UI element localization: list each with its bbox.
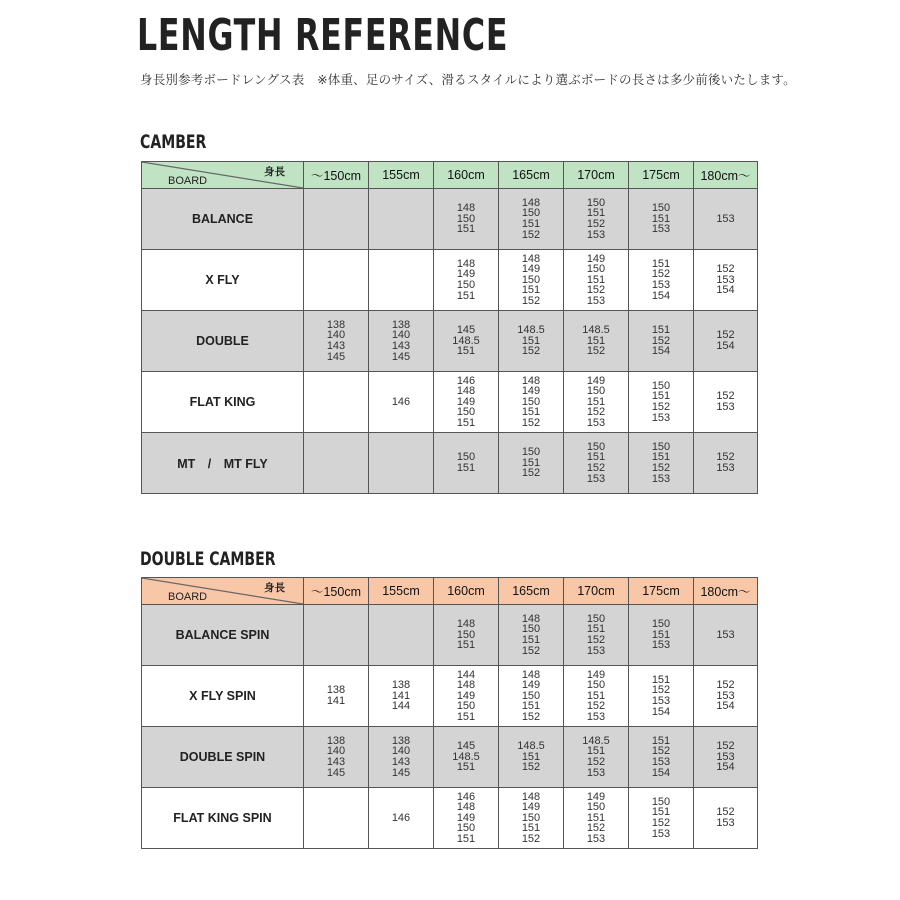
board-length-value: 153: [586, 472, 606, 485]
board-length-value: 150: [586, 440, 606, 453]
board-length-value: 149: [456, 689, 476, 702]
board-length-value: 152: [586, 406, 606, 419]
board-length-value: 151: [521, 456, 541, 469]
board-length-value: 151: [651, 390, 671, 403]
board-length-value: 153: [716, 212, 735, 225]
board-length-value: 148: [521, 668, 541, 681]
board-length-value: 151: [521, 284, 541, 297]
section-title-camber: CAMBER: [140, 131, 207, 153]
board-length-value: 138: [326, 734, 346, 747]
board-length-value: 148: [456, 202, 476, 215]
board-length-value: 138: [391, 318, 411, 331]
board-length-value: 150: [521, 273, 541, 286]
length-cell: [499, 666, 564, 727]
length-cell: [629, 433, 694, 494]
board-length-value: 154: [716, 340, 735, 352]
board-length-value: 151: [456, 223, 476, 236]
length-cell: [434, 666, 499, 727]
length-cell: [434, 788, 499, 849]
board-length-value: 151: [456, 710, 476, 723]
board-length-value: 148: [456, 257, 476, 270]
length-cell: [694, 666, 758, 727]
length-cell: [434, 727, 499, 788]
header-row: [142, 578, 758, 605]
board-length-value: 152: [716, 806, 735, 819]
height-column-header: 〜150cm: [304, 162, 369, 189]
board-length-value: 151: [586, 689, 606, 702]
board-length-value: 150: [456, 822, 476, 835]
board-length-value: 151: [521, 750, 541, 763]
board-length-value: 152: [521, 345, 541, 358]
board-length-value: 150: [456, 279, 476, 291]
board-length-value: 152: [586, 822, 606, 835]
length-cell: [304, 433, 369, 494]
length-cell: [369, 372, 434, 433]
board-length-value: 138: [326, 318, 346, 331]
board-length-value: 148.5: [452, 334, 480, 347]
board-length-value: 154: [651, 289, 671, 302]
board-length-value: 151: [521, 634, 541, 646]
board-length-value: 138: [391, 734, 411, 747]
length-cell: [434, 605, 499, 666]
length-cell: [694, 788, 758, 849]
height-column-header: 155cm: [369, 578, 434, 605]
board-length-value: 149: [456, 395, 476, 408]
board-length-value: 151: [521, 406, 541, 419]
board-length-value: 151: [456, 416, 476, 429]
length-cell: [629, 189, 694, 250]
board-length-value: 148.5: [582, 324, 610, 337]
board-length-value: 151: [651, 324, 671, 337]
board-length-value: 152: [586, 345, 606, 358]
board-length-value: 149: [521, 801, 541, 814]
board-model-name: DOUBLE: [142, 311, 304, 372]
board-length-value: 151: [456, 639, 476, 652]
board-length-value: 152: [651, 462, 671, 474]
length-cell: [369, 433, 434, 494]
length-cell: [564, 727, 629, 788]
board-length-value: 151: [651, 628, 671, 641]
length-cell: [564, 189, 629, 250]
board-length-value: 144: [391, 700, 411, 713]
board-row-double-spin: [142, 727, 758, 788]
board-length-value: 152: [651, 401, 671, 413]
board-length-value: 152: [521, 761, 541, 774]
board-length-value: 145: [456, 324, 476, 337]
board-length-value: 151: [456, 289, 476, 302]
length-cell: [304, 372, 369, 433]
board-length-value: 152: [521, 228, 541, 241]
length-cell: [434, 433, 499, 494]
height-column-header: 160cm: [434, 578, 499, 605]
board-length-value: 152: [586, 462, 606, 474]
board-length-value: 149: [586, 252, 606, 265]
board-length-value: 150: [521, 207, 541, 220]
board-length-value: 152: [716, 329, 735, 342]
board-length-value: 150: [521, 811, 541, 824]
board-length-value: 150: [651, 202, 671, 215]
board-length-value: 151: [651, 451, 671, 464]
board-length-value: 152: [716, 390, 735, 403]
board-length-value: 152: [586, 284, 606, 297]
board-length-value: 149: [456, 268, 476, 281]
length-cell: [499, 433, 564, 494]
length-cell: [564, 372, 629, 433]
length-cell: [304, 189, 369, 250]
board-length-value: 148: [521, 196, 541, 209]
board-length-value: 150: [586, 196, 606, 209]
board-length-value: 146: [391, 395, 411, 408]
board-length-value: 151: [456, 761, 476, 774]
board-row-x-fly: [142, 250, 758, 311]
length-cell: [694, 605, 758, 666]
length-cell: [629, 372, 694, 433]
length-cell: [694, 433, 758, 494]
height-column-header: 175cm: [629, 162, 694, 189]
board-row-mt-mt-fly: [142, 433, 758, 494]
board-length-value: 152: [521, 644, 541, 657]
board-length-value: 150: [456, 700, 476, 713]
board-length-value: 154: [651, 345, 671, 358]
board-length-value: 154: [716, 761, 735, 774]
board-length-value: 149: [521, 679, 541, 692]
board-length-value: 151: [586, 395, 606, 408]
board-length-value: 138: [391, 679, 411, 692]
board-label: BOARD: [168, 175, 208, 187]
length-cell: [564, 250, 629, 311]
board-length-value: 140: [326, 745, 346, 758]
length-cell: [694, 372, 758, 433]
board-length-value: 152: [521, 710, 541, 723]
height-label: 身長: [264, 166, 285, 178]
board-length-value: 150: [456, 406, 476, 419]
board-length-value: 148: [521, 612, 541, 625]
board-length-value: 152: [651, 684, 671, 697]
length-cell: [629, 666, 694, 727]
board-length-value: 152: [716, 740, 735, 753]
board-length-value: 149: [521, 263, 541, 276]
board-length-value: 149: [586, 374, 606, 387]
board-length-value: 149: [586, 790, 606, 803]
board-length-value: 146: [391, 811, 411, 824]
board-length-value: 140: [326, 329, 346, 342]
board-length-value: 143: [391, 340, 411, 352]
board-length-value: 153: [586, 294, 606, 307]
length-cell: [694, 727, 758, 788]
board-length-value: 150: [586, 801, 606, 814]
height-column-header: 155cm: [369, 162, 434, 189]
board-length-value: 150: [521, 623, 541, 636]
length-cell: [564, 788, 629, 849]
board-length-value: 151: [651, 212, 671, 225]
board-length-value: 153: [586, 832, 606, 845]
length-cell: [369, 311, 434, 372]
length-cell: [369, 250, 434, 311]
board-length-value: 152: [651, 334, 671, 347]
board-length-value: 154: [651, 766, 671, 779]
board-length-value: 152: [521, 832, 541, 845]
board-length-value: 145: [326, 766, 346, 779]
board-row-double: [142, 311, 758, 372]
board-length-value: 151: [586, 451, 606, 464]
board-length-value: 145: [326, 350, 346, 363]
board-length-value: 150: [586, 612, 606, 625]
board-length-value: 151: [586, 207, 606, 220]
board-length-value: 148.5: [517, 740, 545, 753]
board-model-name: MT / MT FLY: [142, 433, 304, 494]
board-length-value: 153: [586, 766, 606, 779]
corner-header-cell: [142, 578, 304, 605]
board-length-value: 152: [521, 294, 541, 307]
board-length-value: 151: [586, 745, 606, 758]
board-length-value: 148.5: [517, 324, 545, 337]
length-cell: [434, 372, 499, 433]
board-length-value: 151: [521, 218, 541, 230]
length-cell: [499, 727, 564, 788]
length-cell: [304, 666, 369, 727]
board-length-value: 151: [651, 673, 671, 686]
length-cell: [304, 250, 369, 311]
height-column-header: 160cm: [434, 162, 499, 189]
board-length-value: 148: [521, 374, 541, 387]
board-length-value: 150: [586, 385, 606, 398]
board-length-value: 150: [521, 446, 541, 459]
length-cell: [629, 727, 694, 788]
board-model-name: BALANCE: [142, 189, 304, 250]
height-column-header: 165cm: [499, 578, 564, 605]
board-length-value: 150: [651, 440, 671, 453]
board-length-value: 151: [586, 811, 606, 824]
board-length-value: 153: [716, 462, 735, 474]
board-length-value: 148: [521, 252, 541, 265]
board-length-value: 149: [521, 385, 541, 398]
length-cell: [369, 189, 434, 250]
board-length-value: 151: [521, 334, 541, 347]
board-length-value: 153: [586, 644, 606, 657]
board-length-value: 148.5: [452, 750, 480, 763]
length-cell: [564, 666, 629, 727]
section-title-double-camber: DOUBLE CAMBER: [140, 548, 276, 570]
board-length-value: 148: [456, 618, 476, 631]
board-length-value: 152: [586, 700, 606, 713]
board-length-value: 154: [651, 705, 671, 718]
board-row-flat-king-spin: [142, 788, 758, 849]
board-length-value: 151: [456, 832, 476, 845]
board-length-value: 151: [521, 700, 541, 713]
board-length-value: 149: [586, 668, 606, 681]
board-length-value: 150: [586, 679, 606, 692]
board-length-value: 153: [716, 628, 735, 641]
board-length-value: 141: [326, 695, 346, 707]
height-label: 身長: [264, 582, 285, 594]
board-length-value: 151: [456, 345, 476, 358]
board-model-name: FLAT KING: [142, 372, 304, 433]
board-length-value: 143: [391, 756, 411, 768]
board-length-value: 151: [586, 273, 606, 286]
length-cell: [499, 788, 564, 849]
board-model-name: FLAT KING SPIN: [142, 788, 304, 849]
corner-header-cell: [142, 162, 304, 189]
length-cell: [629, 605, 694, 666]
board-length-value: 150: [521, 395, 541, 408]
board-length-value: 153: [586, 416, 606, 429]
board-length-value: 150: [456, 628, 476, 641]
board-length-value: 143: [326, 756, 346, 768]
length-cell: [304, 605, 369, 666]
board-length-value: 146: [456, 374, 476, 387]
board-model-name: X FLY: [142, 250, 304, 311]
length-cell: [694, 311, 758, 372]
length-cell: [499, 189, 564, 250]
board-length-value: 146: [456, 790, 476, 803]
board-length-value: 148: [456, 679, 476, 692]
page-title: LENGTH REFERENCE: [137, 10, 509, 61]
length-cell: [499, 605, 564, 666]
board-length-value: 153: [716, 401, 735, 413]
board-length-value: 153: [716, 817, 735, 829]
board-length-value: 145: [391, 766, 411, 779]
length-cell: [369, 666, 434, 727]
board-length-value: 150: [456, 212, 476, 225]
board-length-value: 150: [456, 451, 476, 464]
board-length-value: 149: [456, 811, 476, 824]
length-cell: [434, 311, 499, 372]
length-cell: [499, 250, 564, 311]
board-model-name: DOUBLE SPIN: [142, 727, 304, 788]
board-length-value: 141: [391, 689, 411, 702]
length-cell: [694, 250, 758, 311]
board-length-value: 153: [716, 273, 735, 286]
board-length-value: 153: [651, 756, 671, 768]
board-length-value: 152: [651, 745, 671, 758]
board-length-value: 150: [586, 263, 606, 276]
board-length-value: 150: [651, 379, 671, 392]
board-length-value: 150: [521, 689, 541, 702]
board-length-value: 153: [651, 223, 671, 236]
board-length-value: 152: [586, 756, 606, 768]
board-length-value: 152: [716, 679, 735, 692]
length-cell: [369, 605, 434, 666]
length-cell: [564, 433, 629, 494]
board-length-value: 151: [586, 334, 606, 347]
height-column-header: 170cm: [564, 578, 629, 605]
length-cell: [434, 189, 499, 250]
board-length-value: 151: [651, 257, 671, 270]
board-length-value: 154: [716, 284, 735, 297]
length-cell: [564, 605, 629, 666]
board-length-value: 152: [651, 817, 671, 829]
board-label: BOARD: [168, 591, 208, 603]
board-length-value: 152: [521, 467, 541, 480]
board-length-value: 152: [586, 218, 606, 230]
board-length-value: 152: [521, 416, 541, 429]
board-length-value: 140: [391, 329, 411, 342]
board-row-balance: [142, 189, 758, 250]
board-length-value: 151: [651, 734, 671, 747]
length-cell: [629, 788, 694, 849]
board-length-value: 148: [456, 385, 476, 398]
board-length-value: 153: [651, 639, 671, 652]
double-camber-length-table: [141, 577, 758, 849]
board-length-value: 148: [456, 801, 476, 814]
board-length-value: 151: [456, 462, 476, 474]
board-row-flat-king: [142, 372, 758, 433]
board-length-value: 145: [391, 350, 411, 363]
board-length-value: 151: [521, 822, 541, 835]
board-length-value: 151: [651, 806, 671, 819]
length-cell: [304, 788, 369, 849]
board-length-value: 151: [586, 623, 606, 636]
board-length-value: 152: [586, 634, 606, 646]
board-length-value: 152: [651, 268, 671, 281]
camber-length-table: [141, 161, 758, 494]
board-model-name: BALANCE SPIN: [142, 605, 304, 666]
board-length-value: 153: [651, 827, 671, 840]
board-length-value: 144: [456, 668, 476, 681]
length-cell: [369, 788, 434, 849]
length-cell: [629, 250, 694, 311]
board-length-value: 145: [456, 740, 476, 753]
board-length-value: 153: [651, 279, 671, 291]
height-column-header: 175cm: [629, 578, 694, 605]
board-length-value: 152: [716, 451, 735, 464]
board-model-name: X FLY SPIN: [142, 666, 304, 727]
height-column-header: 180cm〜: [694, 578, 758, 605]
board-length-value: 153: [651, 695, 671, 707]
header-row: [142, 162, 758, 189]
board-length-value: 154: [716, 700, 735, 713]
height-column-header: 170cm: [564, 162, 629, 189]
board-length-value: 153: [651, 472, 671, 485]
height-column-header: 〜150cm: [304, 578, 369, 605]
length-cell: [304, 727, 369, 788]
board-length-value: 153: [586, 710, 606, 723]
board-length-value: 152: [716, 263, 735, 276]
board-length-value: 143: [326, 340, 346, 352]
page-subtitle: 身長別参考ボードレングス表 ※体重、足のサイズ、滑るスタイルにより選ぶボードの長さは多少前後いたします。: [140, 73, 796, 87]
board-length-value: 148: [521, 790, 541, 803]
length-cell: [369, 727, 434, 788]
board-length-value: 153: [586, 228, 606, 241]
length-cell: [499, 372, 564, 433]
board-length-value: 150: [651, 618, 671, 631]
board-row-x-fly-spin: [142, 666, 758, 727]
height-column-header: 165cm: [499, 162, 564, 189]
board-length-value: 153: [716, 750, 735, 763]
board-length-value: 148.5: [582, 734, 610, 747]
height-column-header: 180cm〜: [694, 162, 758, 189]
board-row-balance-spin: [142, 605, 758, 666]
board-length-value: 150: [651, 795, 671, 808]
length-cell: [499, 311, 564, 372]
board-length-value: 140: [391, 745, 411, 758]
board-length-value: 153: [651, 411, 671, 424]
length-cell: [434, 250, 499, 311]
length-cell: [304, 311, 369, 372]
length-cell: [564, 311, 629, 372]
board-length-value: 138: [326, 684, 346, 697]
board-length-value: 153: [716, 689, 735, 702]
length-cell: [629, 311, 694, 372]
length-cell: [694, 189, 758, 250]
